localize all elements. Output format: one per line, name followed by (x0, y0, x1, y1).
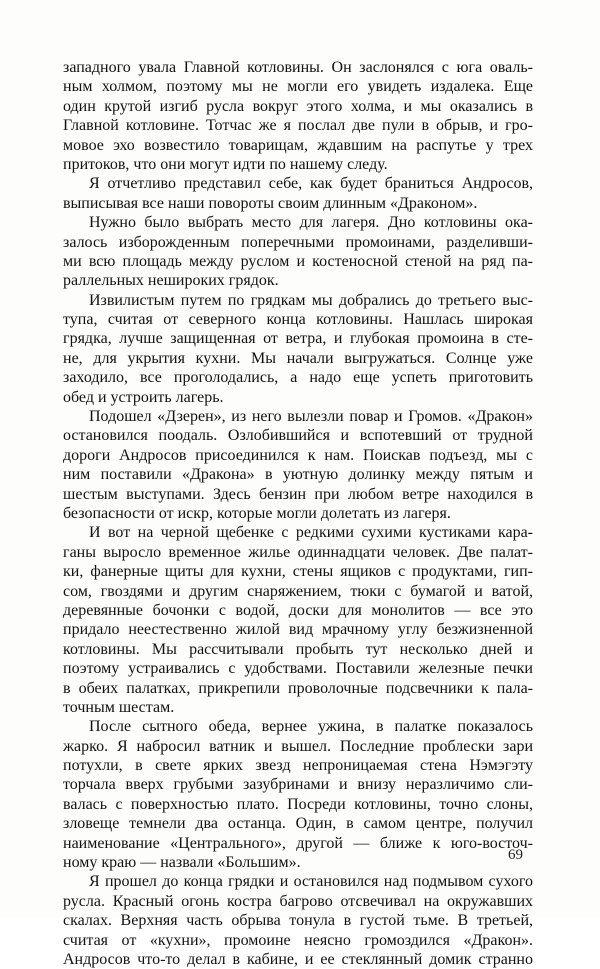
text-line: мовое эхо возвестило товарищам, ждавшим на распутье у трех (63, 136, 533, 154)
text-line: ки, фанерные щиты для кухни, стены ящиков с продуктами, гип- (63, 563, 533, 581)
text-line: Главной котловине. Тотчас же я послал две пули в обрыв, и гро- (63, 117, 533, 135)
text-line: жарко. Я набросил ватник и вышел. Последние проблески зари (63, 737, 533, 755)
text-line: Я отчетливо представил себе, как будет браниться Андросов, (89, 175, 533, 193)
text-line: обед и устроить лагерь. (63, 388, 224, 406)
text-line: торчала вверх грубыми зазубринами и внизу неразличимо сли- (63, 776, 533, 794)
text-line: безопасности от искр, которые могли долетать из лагеря. (63, 504, 451, 522)
text-line: наименование «Центрального», другой — ближе к юго-восточ- (63, 834, 533, 852)
text-line: ному краю — назвали «Большим». (63, 854, 301, 872)
text-line: остановился поодаль. Озлобившийся и вспотевший от трудной (63, 427, 533, 445)
text-line: один крутой изгиб русла вокруг этого холма, и мы оказались в (63, 97, 533, 115)
text-line: сом, гвоздями и другим снаряжением, тюки с бумагой и ватой, (63, 582, 533, 600)
text-line: раллельных неширокиx грядок. (63, 272, 279, 290)
text-line: ним поставили «Дракона» в уютную долинку между пятым и (63, 466, 533, 484)
text-line: И вот на черной щебенке с редкими сухими кустиками кара- (89, 524, 533, 542)
text-line: в обеих палатках, прикрепили проволочные подсвечники к пала- (63, 679, 533, 697)
text-line: поэтому устраивались с удобствами. Поставили железные печки (63, 660, 533, 678)
body-text (63, 58, 533, 969)
text-line: заходило, все проголодались, а надо еще успеть приготовить (63, 369, 533, 387)
text-line: тупа, считая от северного конца котловины. Нашлась широкая (63, 311, 533, 329)
text-line: залось изборожденным поперечными промоинами, разделивши- (63, 233, 533, 251)
text-line: притоков, что они могут идти по нашему следу. (63, 155, 388, 173)
text-line: ми всю площадь между руслом и костеносной стеной на ряд па- (63, 252, 533, 270)
text-line: ным холмом, поэтому мы не могли его увидеть издалека. Еще (63, 78, 533, 96)
text-line: точным шестам. (63, 698, 175, 716)
text-line: не, для укрытия кухни. Мы начали выгружаться. Солнце уже (63, 349, 533, 367)
text-line: придало неестественно жилой вид мрачному углу безжизненной (63, 621, 533, 639)
text-line: скалах. Верхняя часть обрыва тонула в густой тьме. В третьей, (63, 912, 533, 930)
text-line: После сытного обеда, вернее ужина, в палатке показалось (89, 718, 533, 736)
text-line: зловеще темнели два останца. Один, в самом центре, получил (63, 815, 533, 833)
text-line: дороги Андросов присоединился к нам. Поискав подъезд, мы с (63, 446, 533, 464)
text-line: русла. Красный огонь костра багрово отсвечивал на окружавших (63, 892, 533, 910)
text-line: котловины. Мы рассчитывали пробыть тут несколько дней и (63, 640, 533, 658)
text-line: потухли, в свете ярких звезд непроницаемая стена Нэмэгэту (63, 757, 533, 775)
text-line: Нужно было выбрать место для лагеря. Дно котловины ока- (89, 214, 533, 232)
text-line: считая от «кухни», промоине неясно громоздился «Дракон». (63, 931, 533, 949)
text-line: деревянные бочонки с водой, доски для монолитов — все это (63, 601, 533, 619)
text-line: ганы выросло временное жилье одиннадцати человек. Две палат- (63, 543, 533, 561)
text-line: шестым выступами. Здесь бензин при любом ветре находился в (63, 485, 533, 503)
text-line: Андросов что-то делал в кабине, и ее стеклянный домик странно (63, 950, 533, 968)
text-line: грядка, лучше защищенная от ветра, и глубокая промоина в сте- (63, 330, 533, 348)
text-line: Извилистым путем по грядкам мы добрались до третьего выс- (89, 291, 533, 309)
text-line: Я прошел до конца грядки и остановился над подмывом сухого (89, 873, 533, 891)
text-line: валась с поверхностью плато. Посреди котловины, точно слоны, (63, 795, 533, 813)
page-number: 69 (508, 847, 523, 863)
text-line: Подошел «Дзерен», из него вылезли повар и Громов. «Дракон» (89, 408, 533, 426)
text-line: западного увала Главной котловины. Он заслонялся с юга оваль- (63, 59, 533, 76)
text-line: выписывая все наши повороты своим длинным «Драконом». (63, 194, 478, 212)
